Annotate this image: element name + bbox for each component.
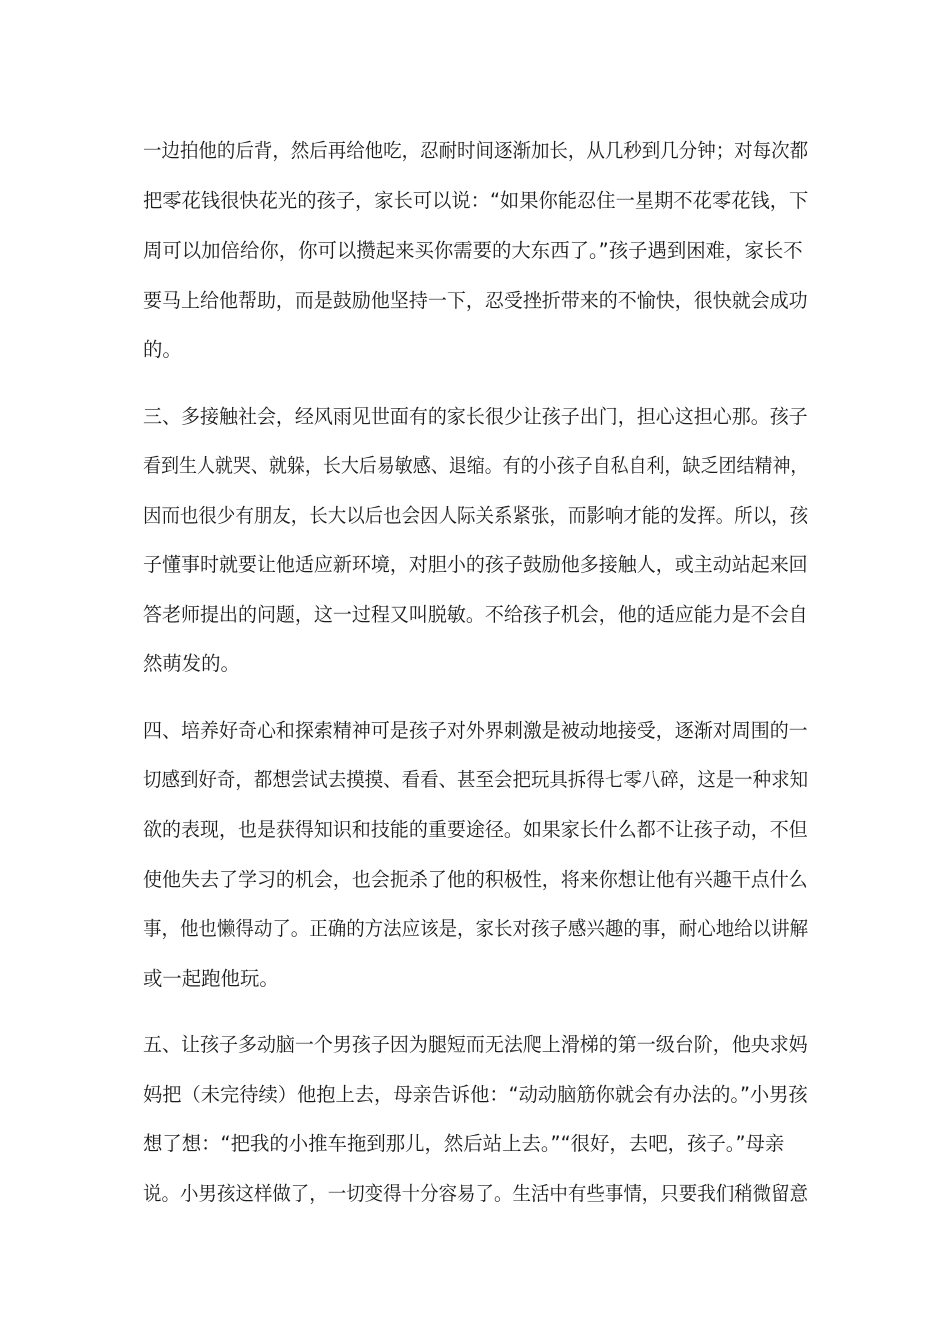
paragraph-2-line-6: 然萌发的。 <box>143 652 240 675</box>
paragraph-3-line-4: 使他失去了学习的机会，也会扼杀了他的积极性，将来你想让他有兴趣干点什么 <box>143 868 808 891</box>
paragraph-1-line-5: 的。 <box>143 338 182 361</box>
paragraph-2-line-3: 因而也很少有朋友，长大以后也会因人际关系紧张，而影响才能的发挥。所以，孩 <box>143 504 809 527</box>
paragraph-3-line-2: 切感到好奇，都想尝试去摸摸、看看、甚至会把玩具拆得七零八碎，这是一种求知 <box>143 768 809 791</box>
paragraph-3-line-6: 或一起跑他玩。 <box>143 967 279 990</box>
paragraph-2-line-2: 看到生人就哭、就躲，长大后易敏感、退缩。有的小孩子自私自利，缺乏团结精神， <box>143 454 809 477</box>
paragraph-1-line-1: 一边拍他的后背，然后再给他吃，忍耐时间逐渐加长，从几秒到几分钟；对每次都 <box>143 139 809 162</box>
paragraph-1-line-2: 把零花钱很快花光的孩子，家长可以说：“如果你能忍住一星期不花零花钱，下 <box>143 189 809 212</box>
paragraph-3-line-5: 事，他也懒得动了。正确的方法应该是，家长对孩子感兴趣的事，耐心地给以讲解 <box>143 917 809 940</box>
paragraph-4-line-3: 想了想：“把我的小推车拖到那儿，然后站上去。”“很好，去吧，孩子。”母亲 <box>143 1132 785 1155</box>
paragraph-2-line-4: 子懂事时就要让他适应新环境，对胆小的孩子鼓励他多接触人，或主动站起来回 <box>143 553 808 576</box>
paragraph-4-line-2: 妈把（未完待续）他抱上去，母亲告诉他：“动动脑筋你就会有办法的。”小男孩 <box>143 1083 808 1106</box>
paragraph-1-line-4: 要马上给他帮助，而是鼓励他坚持一下，忍受挫折带来的不愉快，很快就会成功 <box>143 289 808 312</box>
paragraph-4-line-4: 说。小男孩这样做了，一切变得十分容易了。生活中有些事情，只要我们稍微留意 <box>143 1182 809 1205</box>
paragraph-3-line-1: 四、培养好奇心和探索精神可是孩子对外界刺激是被动地接受，逐渐对周围的一 <box>143 719 808 742</box>
paragraph-1-line-3: 周可以加倍给你，你可以攒起来买你需要的大东西了。”孩子遇到困难，家长不 <box>143 239 803 262</box>
paragraph-2-line-1: 三、多接触社会，经风雨见世面有的家长很少让孩子出门，担心这担心那。孩子 <box>143 405 808 428</box>
paragraph-2-line-5: 答老师提出的问题，这一过程又叫脱敏。不给孩子机会，他的适应能力是不会自 <box>143 603 808 626</box>
paragraph-3-line-3: 欲的表现，也是获得知识和技能的重要途径。如果家长什么都不让孩子动，不但 <box>143 818 808 841</box>
paragraph-4-line-1: 五、让孩子多动脑一个男孩子因为腿短而无法爬上滑梯的第一级台阶，他央求妈 <box>143 1033 808 1056</box>
